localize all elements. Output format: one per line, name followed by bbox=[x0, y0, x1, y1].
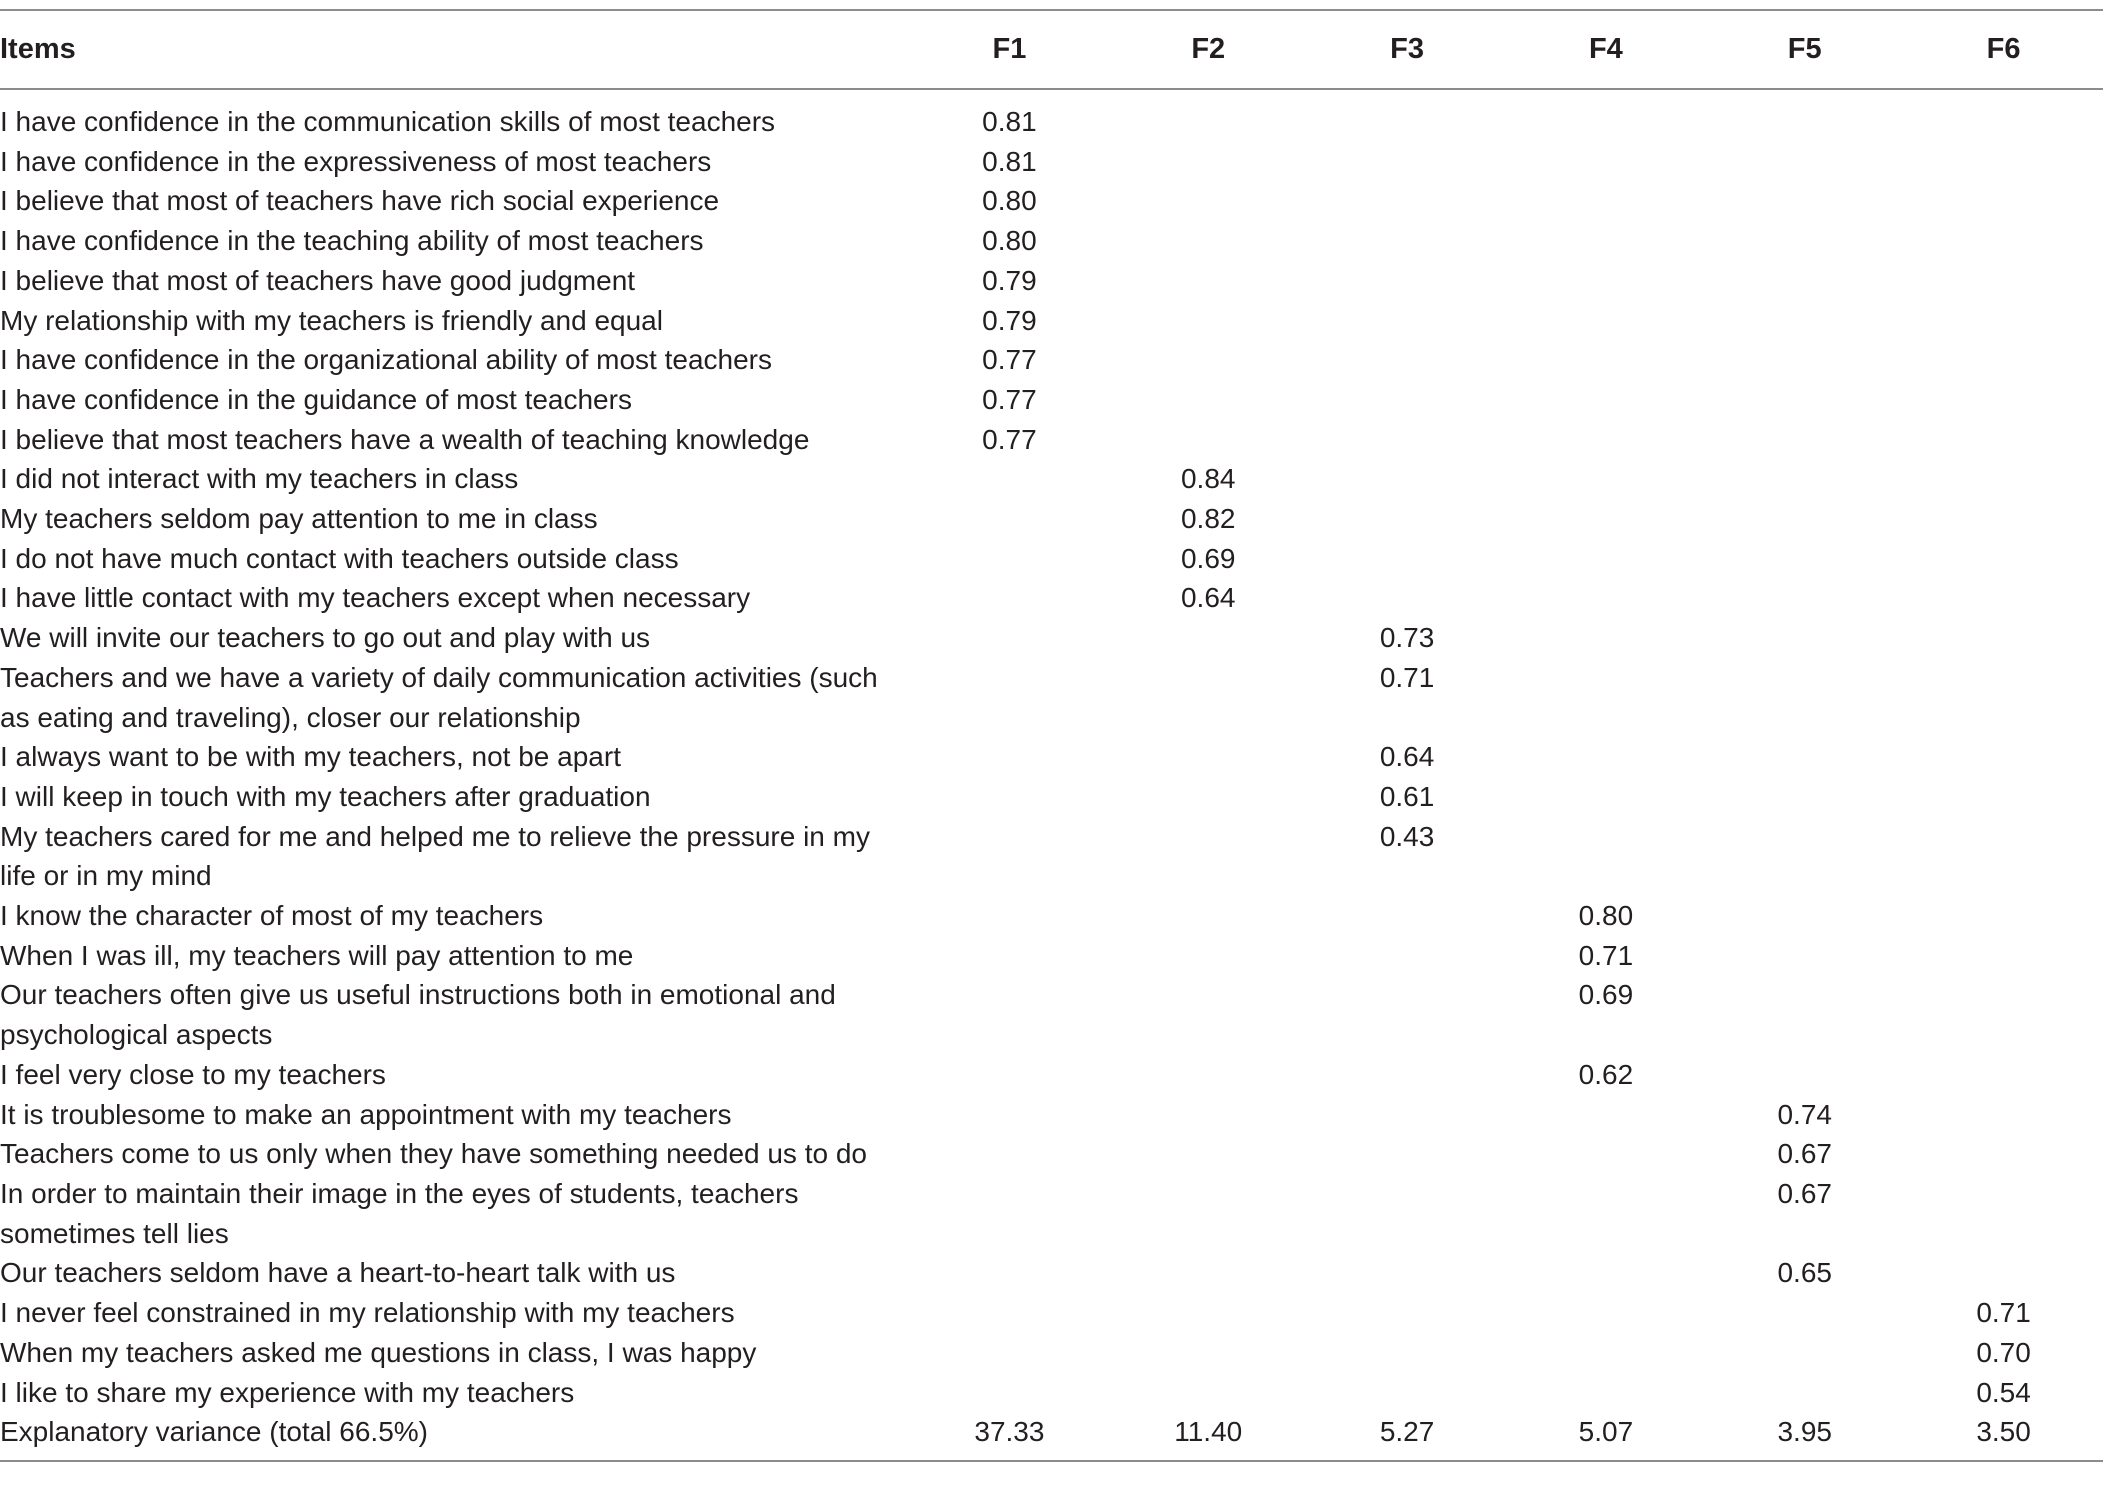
loading-cell-f3 bbox=[1308, 340, 1507, 380]
loading-cell-f2 bbox=[1109, 1253, 1308, 1293]
table-row bbox=[0, 181, 2103, 221]
loading-cell-f4 bbox=[1506, 380, 1705, 420]
item-cell: I have confidence in the guidance of most teachers bbox=[0, 383, 632, 415]
item-cell: When I was ill, my teachers will pay attention to me bbox=[0, 939, 634, 971]
table-row bbox=[0, 1333, 2103, 1373]
loading-cell-f1 bbox=[910, 618, 1109, 658]
loading-cell-f1 bbox=[910, 896, 1109, 936]
loading-cell-f2 bbox=[1109, 1134, 1308, 1174]
loading-cell-f3: 0.71 bbox=[1379, 661, 1435, 693]
loading-cell-f6 bbox=[1904, 261, 2103, 301]
loading-cell-f6 bbox=[1904, 618, 2103, 658]
item-cell: I believe that most teachers have a wealth of teaching knowledge bbox=[0, 423, 810, 455]
loading-cell-f4 bbox=[1506, 459, 1705, 499]
table-row bbox=[0, 340, 2103, 380]
loading-cell-f4 bbox=[1506, 142, 1705, 182]
loading-cell-f1 bbox=[910, 499, 1109, 539]
table-row bbox=[0, 301, 2103, 341]
loading-cell-f2 bbox=[1109, 658, 1308, 737]
table-row bbox=[0, 261, 2103, 301]
loading-cell-f3 bbox=[1308, 221, 1507, 261]
loading-cell-f6 bbox=[1904, 142, 2103, 182]
loading-cell-f5: 3.95 bbox=[1777, 1416, 1832, 1448]
loading-cell-f6 bbox=[1904, 380, 2103, 420]
loading-cell-f1: 0.77 bbox=[982, 344, 1037, 376]
table-row bbox=[0, 539, 2103, 579]
loading-cell-f1: 0.80 bbox=[982, 225, 1037, 257]
loading-cell-f2 bbox=[1109, 936, 1308, 976]
loading-cell-f6 bbox=[1904, 936, 2103, 976]
table-row bbox=[0, 1373, 2103, 1413]
loading-cell-f6 bbox=[1904, 420, 2103, 460]
loading-cell-f4 bbox=[1506, 221, 1705, 261]
loading-cell-f2 bbox=[1109, 301, 1308, 341]
loading-cell-f1 bbox=[910, 539, 1109, 579]
loading-cell-f2 bbox=[1109, 1055, 1308, 1095]
loading-cell-f4 bbox=[1506, 777, 1705, 817]
loading-cell-f3: 0.73 bbox=[1379, 622, 1435, 654]
table-row bbox=[0, 817, 2103, 896]
factor-loading-table bbox=[0, 9, 2103, 1462]
table-row bbox=[0, 578, 2103, 618]
loading-cell-f6 bbox=[1904, 658, 2103, 737]
loading-cell-f4 bbox=[1506, 340, 1705, 380]
loading-cell-f5 bbox=[1705, 936, 1904, 976]
table-row bbox=[0, 1412, 2103, 1461]
loading-cell-f3 bbox=[1308, 578, 1507, 618]
loading-cell-f6 bbox=[1904, 301, 2103, 341]
loading-cell-f2 bbox=[1109, 1095, 1308, 1135]
table-row bbox=[0, 499, 2103, 539]
loading-cell-f2 bbox=[1109, 1333, 1308, 1373]
table-row bbox=[0, 896, 2103, 936]
loading-cell-f3 bbox=[1308, 936, 1507, 976]
table-row bbox=[0, 380, 2103, 420]
item-cell: I believe that most of teachers have good judgment bbox=[0, 264, 636, 296]
loading-cell-f3 bbox=[1308, 142, 1507, 182]
loading-cell-f1 bbox=[910, 737, 1109, 777]
loading-cell-f6 bbox=[1904, 896, 2103, 936]
loading-cell-f5: 0.65 bbox=[1777, 1257, 1832, 1289]
loading-cell-f1 bbox=[910, 1095, 1109, 1135]
table-row bbox=[0, 142, 2103, 182]
table-row bbox=[0, 658, 2103, 737]
loading-cell-f4 bbox=[1506, 1095, 1705, 1135]
loading-cell-f6: 0.70 bbox=[1976, 1336, 2031, 1368]
loading-cell-f5 bbox=[1705, 737, 1904, 777]
table-row bbox=[0, 459, 2103, 499]
loading-cell-f6 bbox=[1904, 1055, 2103, 1095]
loading-cell-f5 bbox=[1705, 1055, 1904, 1095]
item-cell: I do not have much contact with teachers outside class bbox=[0, 542, 679, 574]
table-row bbox=[0, 1095, 2103, 1135]
loading-cell-f2: 0.64 bbox=[1180, 582, 1236, 614]
loading-cell-f6 bbox=[1904, 975, 2103, 1054]
item-cell: My relationship with my teachers is friendly and equal bbox=[0, 304, 663, 336]
loading-cell-f1 bbox=[910, 1134, 1109, 1174]
loading-cell-f4 bbox=[1506, 737, 1705, 777]
loading-cell-f5 bbox=[1705, 301, 1904, 341]
loading-cell-f6: 3.50 bbox=[1976, 1416, 2031, 1448]
loading-cell-f2: 0.84 bbox=[1180, 463, 1236, 495]
loading-cell-f3 bbox=[1308, 1095, 1507, 1135]
loading-cell-f5 bbox=[1705, 975, 1904, 1054]
loading-cell-f3 bbox=[1308, 1134, 1507, 1174]
loading-cell-f4: 0.69 bbox=[1578, 979, 1634, 1011]
loading-cell-f6 bbox=[1904, 181, 2103, 221]
loading-cell-f4: 0.71 bbox=[1578, 939, 1634, 971]
loading-cell-f1 bbox=[910, 658, 1109, 737]
loading-cell-f4 bbox=[1506, 578, 1705, 618]
loading-cell-f1: 0.77 bbox=[982, 383, 1037, 415]
loading-cell-f3: 0.43 bbox=[1379, 820, 1435, 852]
loading-cell-f2 bbox=[1109, 1174, 1308, 1253]
loading-cell-f5 bbox=[1705, 142, 1904, 182]
column-header-f3: F3 bbox=[1308, 10, 1507, 89]
loading-cell-f3 bbox=[1308, 181, 1507, 221]
loading-cell-f6 bbox=[1904, 578, 2103, 618]
loading-cell-f1 bbox=[910, 459, 1109, 499]
loading-cell-f5: 0.74 bbox=[1777, 1098, 1832, 1130]
loading-cell-f3: 0.64 bbox=[1379, 741, 1435, 773]
loading-cell-f2 bbox=[1109, 777, 1308, 817]
loading-cell-f2 bbox=[1109, 181, 1308, 221]
column-header-f1: F1 bbox=[910, 10, 1109, 89]
loading-cell-f5: 0.67 bbox=[1777, 1177, 1832, 1209]
loading-cell-f6 bbox=[1904, 539, 2103, 579]
loading-cell-f6 bbox=[1904, 89, 2103, 142]
table-row bbox=[0, 89, 2103, 142]
table-row bbox=[0, 936, 2103, 976]
loading-cell-f3 bbox=[1308, 1174, 1507, 1253]
loading-cell-f5 bbox=[1705, 896, 1904, 936]
loading-cell-f2 bbox=[1109, 142, 1308, 182]
loading-cell-f3 bbox=[1308, 539, 1507, 579]
loading-cell-f1 bbox=[910, 777, 1109, 817]
loading-cell-f2 bbox=[1109, 618, 1308, 658]
loading-cell-f4: 0.80 bbox=[1578, 900, 1634, 932]
loading-cell-f6 bbox=[1904, 459, 2103, 499]
loading-cell-f2 bbox=[1109, 1293, 1308, 1333]
table-row bbox=[0, 1253, 2103, 1293]
loading-cell-f5 bbox=[1705, 89, 1904, 142]
loading-cell-f1: 0.81 bbox=[982, 145, 1037, 177]
loading-cell-f2: 11.40 bbox=[1174, 1416, 1243, 1448]
loading-cell-f1: 0.81 bbox=[982, 106, 1037, 137]
item-cell: I have confidence in the expressiveness of most teachers bbox=[0, 145, 712, 177]
loading-cell-f2: 0.69 bbox=[1180, 542, 1236, 574]
item-cell: My teachers seldom pay attention to me in class bbox=[0, 503, 598, 535]
loading-cell-f5 bbox=[1705, 340, 1904, 380]
column-header-f6: F6 bbox=[1904, 10, 2103, 89]
loading-cell-f4 bbox=[1506, 181, 1705, 221]
loading-cell-f6 bbox=[1904, 221, 2103, 261]
item-cell: I always want to be with my teachers, not be apart bbox=[0, 741, 621, 773]
loading-cell-f3 bbox=[1308, 261, 1507, 301]
item-cell: I feel very close to my teachers bbox=[0, 1058, 386, 1090]
item-cell: I will keep in touch with my teachers after graduation bbox=[0, 780, 651, 812]
loading-cell-f5 bbox=[1705, 817, 1904, 896]
loading-cell-f4 bbox=[1506, 1134, 1705, 1174]
loading-cell-f5 bbox=[1705, 459, 1904, 499]
loading-cell-f4 bbox=[1506, 301, 1705, 341]
item-cell: When my teachers asked me questions in class, I was happy bbox=[0, 1336, 757, 1368]
loading-cell-f5 bbox=[1705, 618, 1904, 658]
loading-cell-f4 bbox=[1506, 658, 1705, 737]
loading-cell-f5 bbox=[1705, 578, 1904, 618]
loading-cell-f5 bbox=[1705, 420, 1904, 460]
loading-cell-f3 bbox=[1308, 1333, 1507, 1373]
item-cell: Our teachers often give us useful instructions both in emotional and psychological aspects bbox=[0, 979, 836, 1051]
loading-cell-f5 bbox=[1705, 777, 1904, 817]
item-cell: It is troublesome to make an appointment with my teachers bbox=[0, 1098, 732, 1130]
loading-cell-f3 bbox=[1308, 459, 1507, 499]
loading-cell-f3: 0.61 bbox=[1379, 780, 1435, 812]
loading-cell-f2 bbox=[1109, 89, 1308, 142]
loading-cell-f1: 0.77 bbox=[982, 423, 1037, 455]
loading-cell-f4: 5.07 bbox=[1578, 1416, 1634, 1448]
loading-cell-f5: 0.67 bbox=[1777, 1138, 1832, 1170]
table-row bbox=[0, 1134, 2103, 1174]
loading-cell-f1 bbox=[910, 975, 1109, 1054]
loading-cell-f3: 5.27 bbox=[1379, 1416, 1435, 1448]
loading-cell-f6 bbox=[1904, 340, 2103, 380]
loading-cell-f6 bbox=[1904, 1095, 2103, 1135]
loading-cell-f1: 37.33 bbox=[974, 1416, 1045, 1448]
item-cell: I like to share my experience with my teachers bbox=[0, 1376, 575, 1408]
header-row bbox=[0, 10, 2103, 89]
loading-cell-f4 bbox=[1506, 1373, 1705, 1413]
loading-cell-f5 bbox=[1705, 1293, 1904, 1333]
loading-cell-f4 bbox=[1506, 261, 1705, 301]
loading-cell-f5 bbox=[1705, 658, 1904, 737]
table-row bbox=[0, 420, 2103, 460]
item-cell: In order to maintain their image in the eyes of students, teachers sometimes tell lies bbox=[0, 1177, 799, 1249]
loading-cell-f6 bbox=[1904, 499, 2103, 539]
item-cell: I believe that most of teachers have rich social experience bbox=[0, 185, 720, 217]
table-row bbox=[0, 1174, 2103, 1253]
loading-cell-f4 bbox=[1506, 817, 1705, 896]
loading-cell-f6 bbox=[1904, 1134, 2103, 1174]
table-row bbox=[0, 1293, 2103, 1333]
item-cell: My teachers cared for me and helped me to relieve the pressure in my life or in my mind bbox=[0, 820, 870, 892]
loading-cell-f2 bbox=[1109, 975, 1308, 1054]
loading-cell-f3 bbox=[1308, 380, 1507, 420]
table-row bbox=[0, 777, 2103, 817]
loading-cell-f2 bbox=[1109, 817, 1308, 896]
loading-cell-f3 bbox=[1308, 1293, 1507, 1333]
loading-cell-f4 bbox=[1506, 618, 1705, 658]
loading-cell-f6 bbox=[1904, 777, 2103, 817]
loading-cell-f1 bbox=[910, 1373, 1109, 1413]
loading-cell-f4 bbox=[1506, 1174, 1705, 1253]
loading-cell-f6 bbox=[1904, 1253, 2103, 1293]
item-cell: Teachers and we have a variety of daily communication activities (such as eating and traveling), closer our relationship bbox=[0, 661, 878, 733]
table-header bbox=[0, 10, 2103, 89]
column-header-items: Items bbox=[0, 10, 910, 89]
loading-cell-f6 bbox=[1904, 737, 2103, 777]
loading-cell-f3 bbox=[1308, 1055, 1507, 1095]
loading-cell-f3 bbox=[1308, 1373, 1507, 1413]
loading-cell-f6: 0.54 bbox=[1976, 1376, 2031, 1408]
loading-cell-f1: 0.80 bbox=[982, 185, 1037, 217]
table-row bbox=[0, 737, 2103, 777]
loading-cell-f4 bbox=[1506, 539, 1705, 579]
item-cell: We will invite our teachers to go out and play with us bbox=[0, 622, 651, 654]
loading-cell-f5 bbox=[1705, 221, 1904, 261]
item-cell: I have confidence in the teaching ability of most teachers bbox=[0, 225, 704, 257]
loading-cell-f1 bbox=[910, 1055, 1109, 1095]
item-cell: I have confidence in the communication skills of most teachers bbox=[0, 106, 776, 137]
loading-cell-f1: 0.79 bbox=[982, 304, 1037, 336]
column-header-f5: F5 bbox=[1705, 10, 1904, 89]
loading-cell-f5 bbox=[1705, 539, 1904, 579]
loading-cell-f5 bbox=[1705, 181, 1904, 221]
loading-cell-f3 bbox=[1308, 420, 1507, 460]
item-cell: Teachers come to us only when they have something needed us to do bbox=[0, 1138, 867, 1170]
loading-cell-f3 bbox=[1308, 975, 1507, 1054]
loading-cell-f3 bbox=[1308, 301, 1507, 341]
item-cell: I did not interact with my teachers in class bbox=[0, 463, 519, 495]
loading-cell-f1 bbox=[910, 578, 1109, 618]
loading-cell-f1 bbox=[910, 817, 1109, 896]
loading-cell-f5 bbox=[1705, 261, 1904, 301]
loading-cell-f1 bbox=[910, 1293, 1109, 1333]
loading-cell-f4 bbox=[1506, 1333, 1705, 1373]
loading-cell-f3 bbox=[1308, 89, 1507, 142]
loading-cell-f3 bbox=[1308, 896, 1507, 936]
loading-cell-f1 bbox=[910, 1253, 1109, 1293]
table-body bbox=[0, 89, 2103, 1461]
loading-cell-f2: 0.82 bbox=[1180, 503, 1236, 535]
loading-cell-f2 bbox=[1109, 221, 1308, 261]
loading-cell-f5 bbox=[1705, 1373, 1904, 1413]
loading-cell-f3 bbox=[1308, 499, 1507, 539]
loading-cell-f2 bbox=[1109, 737, 1308, 777]
table-row bbox=[0, 221, 2103, 261]
loading-cell-f5 bbox=[1705, 1333, 1904, 1373]
loading-cell-f2 bbox=[1109, 420, 1308, 460]
loading-cell-f2 bbox=[1109, 896, 1308, 936]
loading-cell-f5 bbox=[1705, 380, 1904, 420]
loading-cell-f6: 0.71 bbox=[1976, 1297, 2031, 1329]
loading-cell-f6 bbox=[1904, 1174, 2103, 1253]
loading-cell-f2 bbox=[1109, 261, 1308, 301]
loading-cell-f2 bbox=[1109, 380, 1308, 420]
item-cell: I have confidence in the organizational ability of most teachers bbox=[0, 344, 773, 376]
item-cell: I know the character of most of my teachers bbox=[0, 900, 544, 932]
loading-cell-f4 bbox=[1506, 89, 1705, 142]
item-cell: I have little contact with my teachers except when necessary bbox=[0, 582, 751, 614]
loading-cell-f1: 0.79 bbox=[982, 264, 1037, 296]
loading-cell-f5 bbox=[1705, 499, 1904, 539]
loading-cell-f1 bbox=[910, 1174, 1109, 1253]
column-header-f4: F4 bbox=[1506, 10, 1705, 89]
table-row bbox=[0, 1055, 2103, 1095]
table-row bbox=[0, 975, 2103, 1054]
column-header-f2: F2 bbox=[1109, 10, 1308, 89]
loading-cell-f1 bbox=[910, 1333, 1109, 1373]
loading-cell-f1 bbox=[910, 936, 1109, 976]
loading-cell-f4 bbox=[1506, 1253, 1705, 1293]
loading-cell-f4: 0.62 bbox=[1578, 1058, 1634, 1090]
item-cell: I never feel constrained in my relationship with my teachers bbox=[0, 1297, 735, 1329]
loading-cell-f4 bbox=[1506, 499, 1705, 539]
loading-cell-f2 bbox=[1109, 1373, 1308, 1413]
item-cell: Explanatory variance (total 66.5%) bbox=[0, 1416, 428, 1448]
loading-cell-f4 bbox=[1506, 1293, 1705, 1333]
item-cell: Our teachers seldom have a heart-to-heart talk with us bbox=[0, 1257, 676, 1289]
loading-cell-f2 bbox=[1109, 340, 1308, 380]
loading-cell-f6 bbox=[1904, 817, 2103, 896]
loading-cell-f3 bbox=[1308, 1253, 1507, 1293]
table-row bbox=[0, 618, 2103, 658]
loading-cell-f4 bbox=[1506, 420, 1705, 460]
